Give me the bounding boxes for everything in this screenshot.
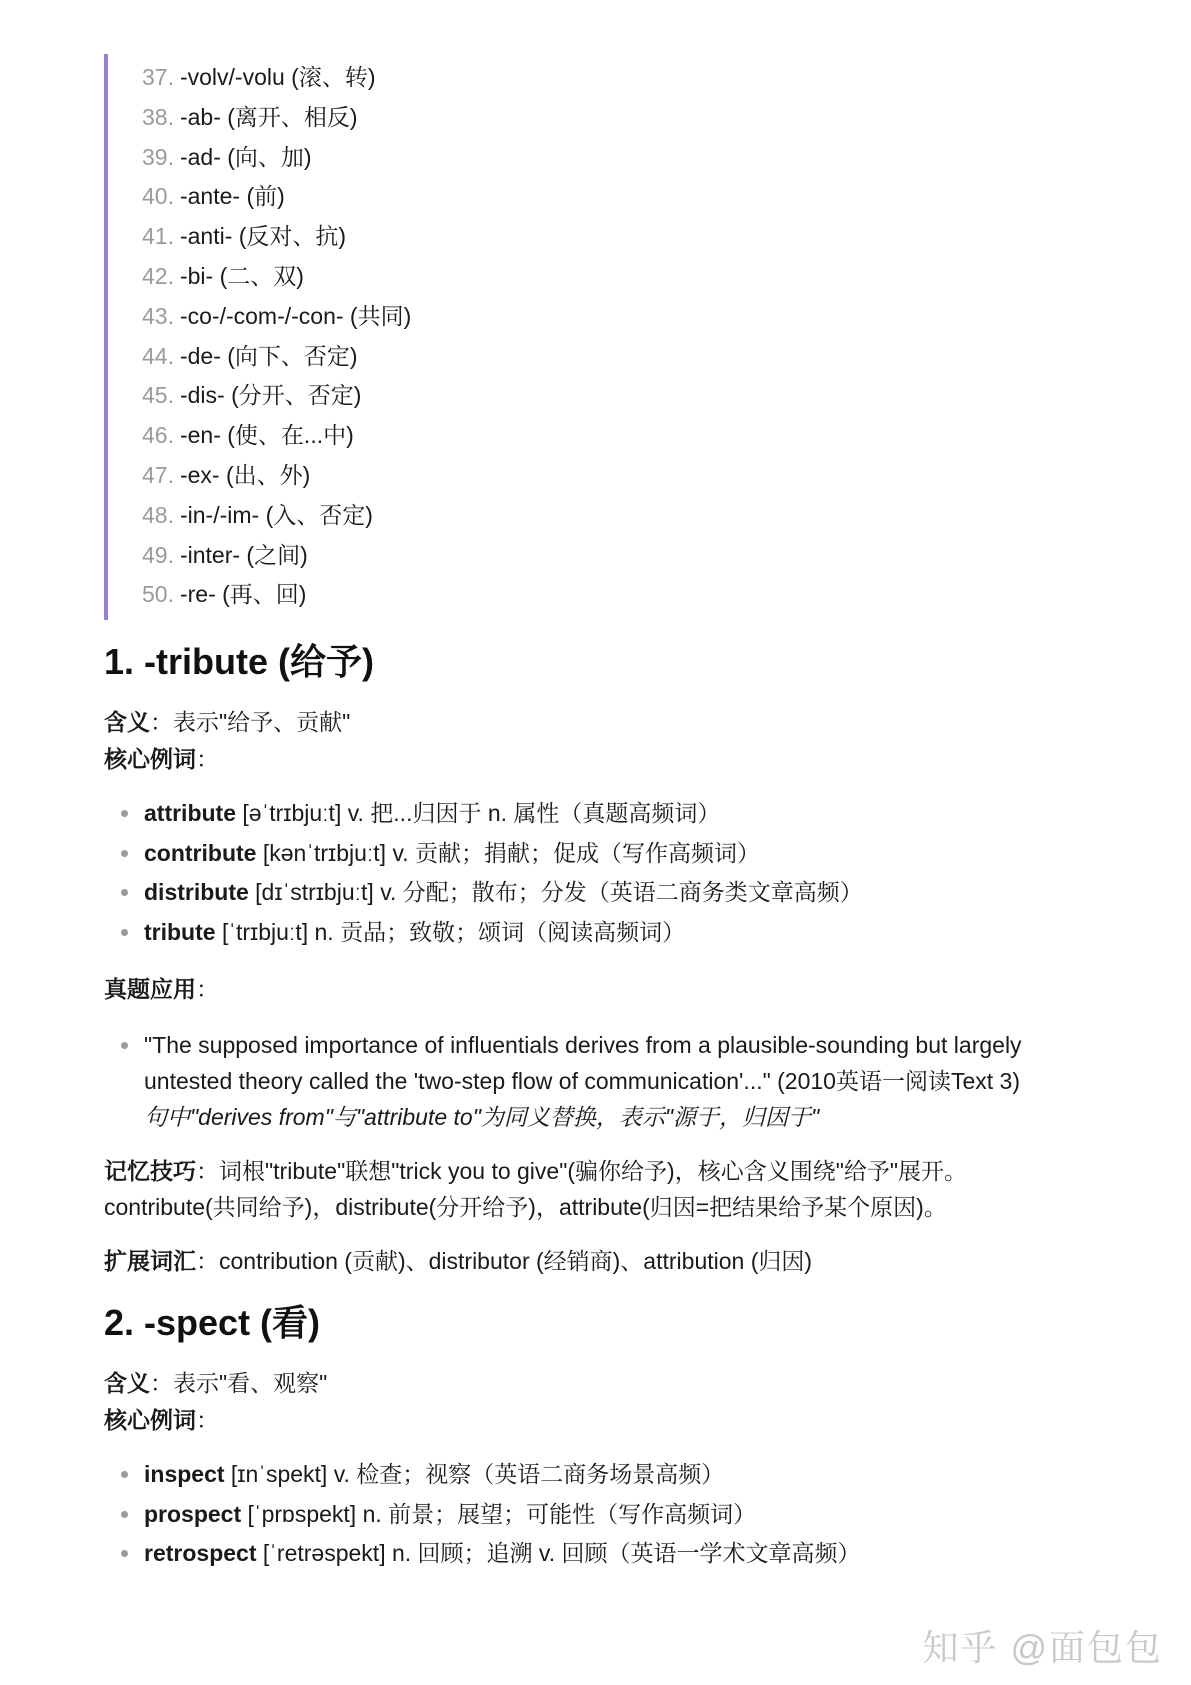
list-text: -ex- (出、外) [179,461,311,488]
list-number: 48. [142,501,174,528]
extended-vocab-label: 扩展词汇 [104,1248,196,1274]
exam-usage-label: 真题应用 [104,976,196,1002]
meaning-text: ：表示"看、观察" [150,1370,328,1396]
word-definition: [ˈtrɪbjuːt] n. 贡品；致敬；颂词（阅读高频词） [215,918,686,945]
list-text: -ab- (离开、相反) [179,103,358,130]
word-definition: [ɪnˈspekt] v. 检查；视察（英语二商务场景高频） [224,1461,725,1487]
word-definition: [dɪˈstrɪbjuːt] v. 分配；散布；分发（英语二商务类文章高频） [248,879,863,905]
list-text: -inter- (之间) [179,541,308,568]
list-item [104,794,1104,834]
watermark: 知乎 @面包包 [922,1627,1163,1668]
meaning-label: 含义 [104,709,150,735]
word: contribute [144,839,257,866]
list-text: -ante- (前) [179,183,285,210]
list-number: 38. [142,103,174,130]
core-words-line [104,1402,1104,1439]
example-note: 句中"derives from"与"attribute to"为同义替换，表示"源于，归因于" [144,1104,820,1130]
example-line: untested theory called the 'two-step flow of communication'..." (2010英语一阅读Text 3) [144,1068,1020,1094]
meaning-text: ：表示"给予、贡献" [150,709,351,735]
list-number: 41. [142,223,174,250]
core-words-line [104,741,1104,778]
word-definition: [kənˈtrɪbjuːt] v. 贡献；捐献；促成（写作高频词） [256,839,761,866]
core-word-list [104,1455,1104,1574]
list-number: 39. [142,143,174,170]
list-number: 50. [142,581,174,608]
list-item [142,337,1104,377]
list-number: 47. [142,461,174,488]
list-text: -re- (再、回) [179,581,307,608]
list-item [142,456,1104,496]
list-item [142,536,1104,576]
list-number: 40. [142,183,174,210]
memory-tip-text: ：词根"tribute"联想"trick you to give"(骗你给予)，核心含义围绕"给予"展开。 [196,1158,968,1184]
list-number: 49. [142,541,174,568]
list-item [142,138,1104,178]
list-number: 45. [142,382,174,409]
memory-tip [104,1153,1104,1225]
list-text: -en- (使、在...中) [179,422,354,449]
example-line: "The supposed importance of influentials derives from a plausible-sounding but largely [144,1032,1022,1058]
list-text: -dis- (分开、否定) [179,382,362,409]
list-number: 42. [142,262,174,289]
list-item [104,913,1104,953]
meaning-label: 含义 [104,1370,150,1396]
memory-tip-line: contribute(共同给予)，distribute(分开给予)，attribute(归因=把结果给予某个原因)。 [104,1194,947,1220]
word-definition: [əˈtrɪbjuːt] v. 把...归因于 n. 属性（真题高频词） [236,800,721,826]
list-item [104,834,1104,874]
memory-tip-line [104,1153,1104,1189]
list-item [142,98,1104,138]
memory-tip-label: 记忆技巧 [104,1158,196,1184]
word: attribute [144,800,236,826]
colon: ： [196,746,219,772]
exam-usage-line [104,971,1104,1008]
list-item [142,416,1104,456]
section-title: 1. -tribute (给予) [104,641,374,682]
list-number: 44. [142,342,174,369]
word: distribute [144,879,249,905]
word: inspect [144,1461,225,1487]
list-item [142,297,1104,337]
list-text: -in-/-im- (入、否定) [179,501,373,528]
word: tribute [144,918,216,945]
colon: ： [196,976,219,1002]
extended-vocab [104,1243,1104,1279]
list-item [104,1455,1104,1495]
list-text: -co-/-com-/-con- (共同) [179,302,412,329]
list-item [104,873,1104,913]
core-words-label: 核心例词 [104,1407,196,1433]
list-number: 46. [142,422,174,449]
list-item [142,496,1104,536]
extended-vocab-text: ：contribution (贡献)、distributor (经销商)、attribution (归因) [196,1248,813,1274]
list-text: -volv/-volu (滚、转) [179,64,376,90]
word: retrospect [144,1540,257,1566]
list-item [104,1495,1104,1535]
list-item [142,376,1104,416]
word-definition: [ˈretrəspekt] n. 回顾；追溯 v. 回顾（英语一学术文章高频） [256,1540,861,1566]
colon: ： [196,1407,219,1433]
list-text: -bi- (二、双) [179,262,304,289]
list-item [142,575,1104,615]
list-text: -anti- (反对、抗) [179,223,347,250]
list-number: 37. [142,64,174,90]
list-item [142,257,1104,297]
core-word-list [104,794,1104,952]
word-definition: [ˈprɒspekt] n. 前景；展望；可能性（写作高频词） [241,1500,757,1527]
meaning-line [104,1365,1104,1402]
list-text: -de- (向下、否定) [179,342,358,369]
list-text: -ad- (向、加) [179,143,312,170]
section-title: 2. -spect (看) [104,1302,321,1343]
meaning-line [104,704,1104,741]
core-words-label: 核心例词 [104,746,196,772]
list-item [104,1534,1104,1574]
prefix-list [104,54,1104,620]
list-item [142,217,1104,257]
list-number: 43. [142,302,174,329]
word: prospect [144,1500,242,1527]
document-page [104,54,1104,1574]
exam-example [104,1027,1104,1135]
list-item [142,177,1104,217]
list-item [142,58,1104,98]
